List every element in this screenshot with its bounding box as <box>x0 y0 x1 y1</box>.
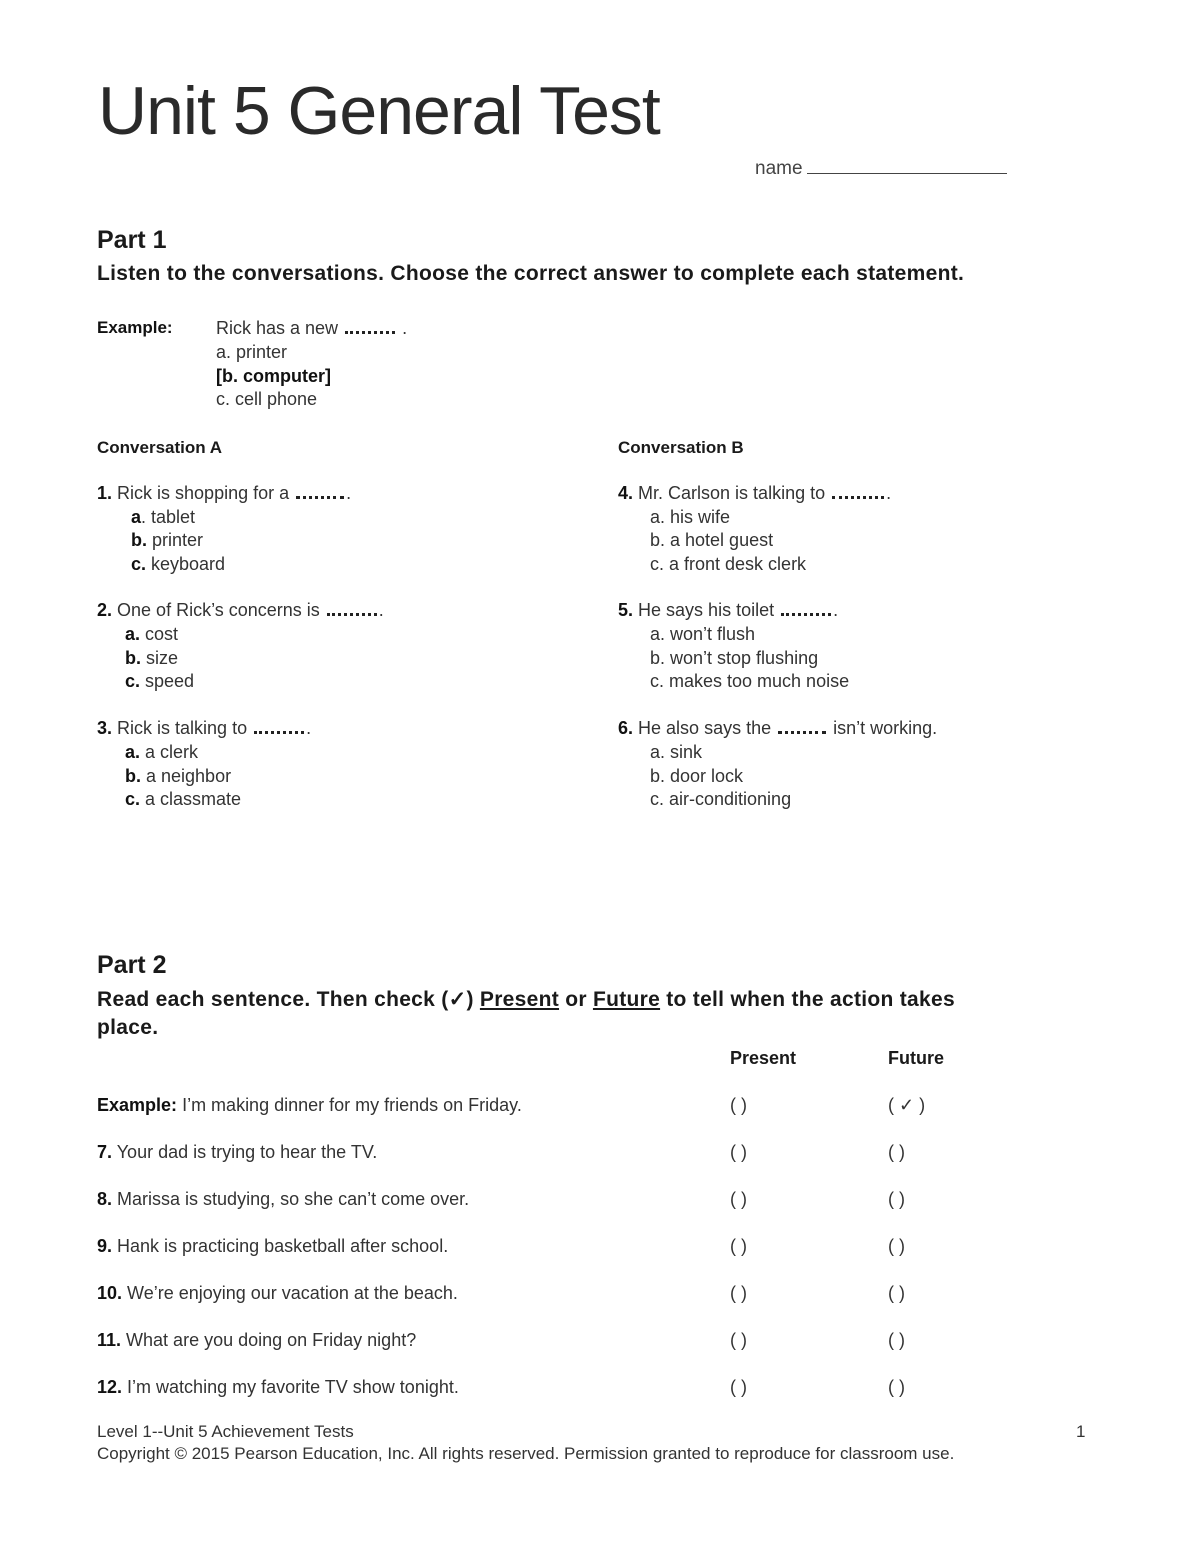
future-checkbox[interactable]: ( ✓ ) <box>888 1095 926 1115</box>
example-label: Example: <box>97 318 173 337</box>
question-3-option-b: b. a neighbor <box>125 766 232 786</box>
question-4-option-b: b. a hotel guest <box>650 530 774 550</box>
name-blank <box>807 157 1007 174</box>
part2-instruction: Read each sentence. Then check (✓) Present or Future to tell when the action takes <box>97 988 955 1011</box>
example-option-a: a. printer <box>216 342 288 362</box>
name-field <box>755 157 1007 180</box>
question-8: 8. Marissa is studying, so she can’t come over. <box>97 1189 470 1209</box>
question-1-option-a: a. tablet <box>131 507 196 527</box>
conversation-b-heading: Conversation B <box>618 438 744 457</box>
question-5-option-c: c. makes too much noise <box>650 671 850 691</box>
part2-heading: Part 2 <box>97 951 167 979</box>
name-label: name <box>755 158 803 179</box>
future-checkbox[interactable]: ( ) <box>888 1330 905 1350</box>
question-6: 6. He also says the isn’t working. <box>618 718 938 738</box>
page-title: Unit 5 General Test <box>98 73 660 149</box>
question-4: 4. Mr. Carlson is talking to . <box>618 483 892 503</box>
question-6-option-a: a. sink <box>650 742 703 762</box>
conversation-a-heading: Conversation A <box>97 438 223 457</box>
present-checkbox[interactable]: ( ) <box>730 1330 747 1350</box>
page-number: 1 <box>1076 1422 1086 1441</box>
example-stem: Rick has a new . <box>216 318 408 338</box>
question-4-option-c: c. a front desk clerk <box>650 554 807 574</box>
part2-example-row: Example: I’m making dinner for my friends on Friday. <box>97 1095 522 1115</box>
future-checkbox[interactable]: ( ) <box>888 1377 905 1397</box>
question-7: 7. Your dad is trying to hear the TV. <box>97 1142 378 1162</box>
footer-copyright: Copyright © 2015 Pearson Education, Inc. All rights reserved. Permission granted to reproduce for classroom use. <box>97 1444 955 1463</box>
question-3-option-a: a. a clerk <box>125 742 199 762</box>
question-1: 1. Rick is shopping for a . <box>97 483 352 503</box>
question-1-option-b: b. printer <box>131 530 204 550</box>
question-9: 9. Hank is practicing basketball after school. <box>97 1236 449 1256</box>
question-4-option-a: a. his wife <box>650 507 731 527</box>
question-2-option-b: b. size <box>125 648 179 668</box>
question-2: 2. One of Rick’s concerns is . <box>97 600 384 620</box>
example-option-b: [b. computer] <box>216 366 331 386</box>
present-checkbox[interactable]: ( ) <box>730 1189 747 1209</box>
question-2-option-c: c. speed <box>125 671 195 691</box>
part2-instruction-cont: place. <box>97 1016 159 1039</box>
blank <box>345 323 395 334</box>
question-2-option-a: a. cost <box>125 624 179 644</box>
question-1-option-c: c. keyboard <box>131 554 226 574</box>
question-5-option-b: b. won’t stop flushing <box>650 648 819 668</box>
present-checkbox[interactable]: ( ) <box>730 1236 747 1256</box>
example-option-c: c. cell phone <box>216 389 318 409</box>
question-3: 3. Rick is talking to . <box>97 718 312 738</box>
future-column-header: Future <box>888 1048 944 1068</box>
present-column-header: Present <box>730 1048 797 1068</box>
question-10: 10. We’re enjoying our vacation at the beach. <box>97 1283 458 1303</box>
future-checkbox[interactable]: ( ) <box>888 1236 905 1256</box>
part1-heading: Part 1 <box>97 226 167 254</box>
question-3-option-c: c. a classmate <box>125 789 242 809</box>
present-checkbox[interactable]: ( ) <box>730 1283 747 1303</box>
question-6-option-b: b. door lock <box>650 766 744 786</box>
question-12: 12. I’m watching my favorite TV show tonight. <box>97 1377 459 1397</box>
question-5: 5. He says his toilet . <box>618 600 839 620</box>
footer-level: Level 1--Unit 5 Achievement Tests <box>97 1422 354 1441</box>
question-11: 11. What are you doing on Friday night? <box>97 1330 417 1350</box>
present-checkbox[interactable]: ( ) <box>730 1095 747 1115</box>
part1-instruction: Listen to the conversations. Choose the correct answer to complete each statement. <box>97 262 965 285</box>
question-5-option-a: a. won’t flush <box>650 624 756 644</box>
future-checkbox[interactable]: ( ) <box>888 1142 905 1162</box>
question-6-option-c: c. air-conditioning <box>650 789 792 809</box>
future-checkbox[interactable]: ( ) <box>888 1283 905 1303</box>
present-checkbox[interactable]: ( ) <box>730 1142 747 1162</box>
future-checkbox[interactable]: ( ) <box>888 1189 905 1209</box>
present-checkbox[interactable]: ( ) <box>730 1377 747 1397</box>
